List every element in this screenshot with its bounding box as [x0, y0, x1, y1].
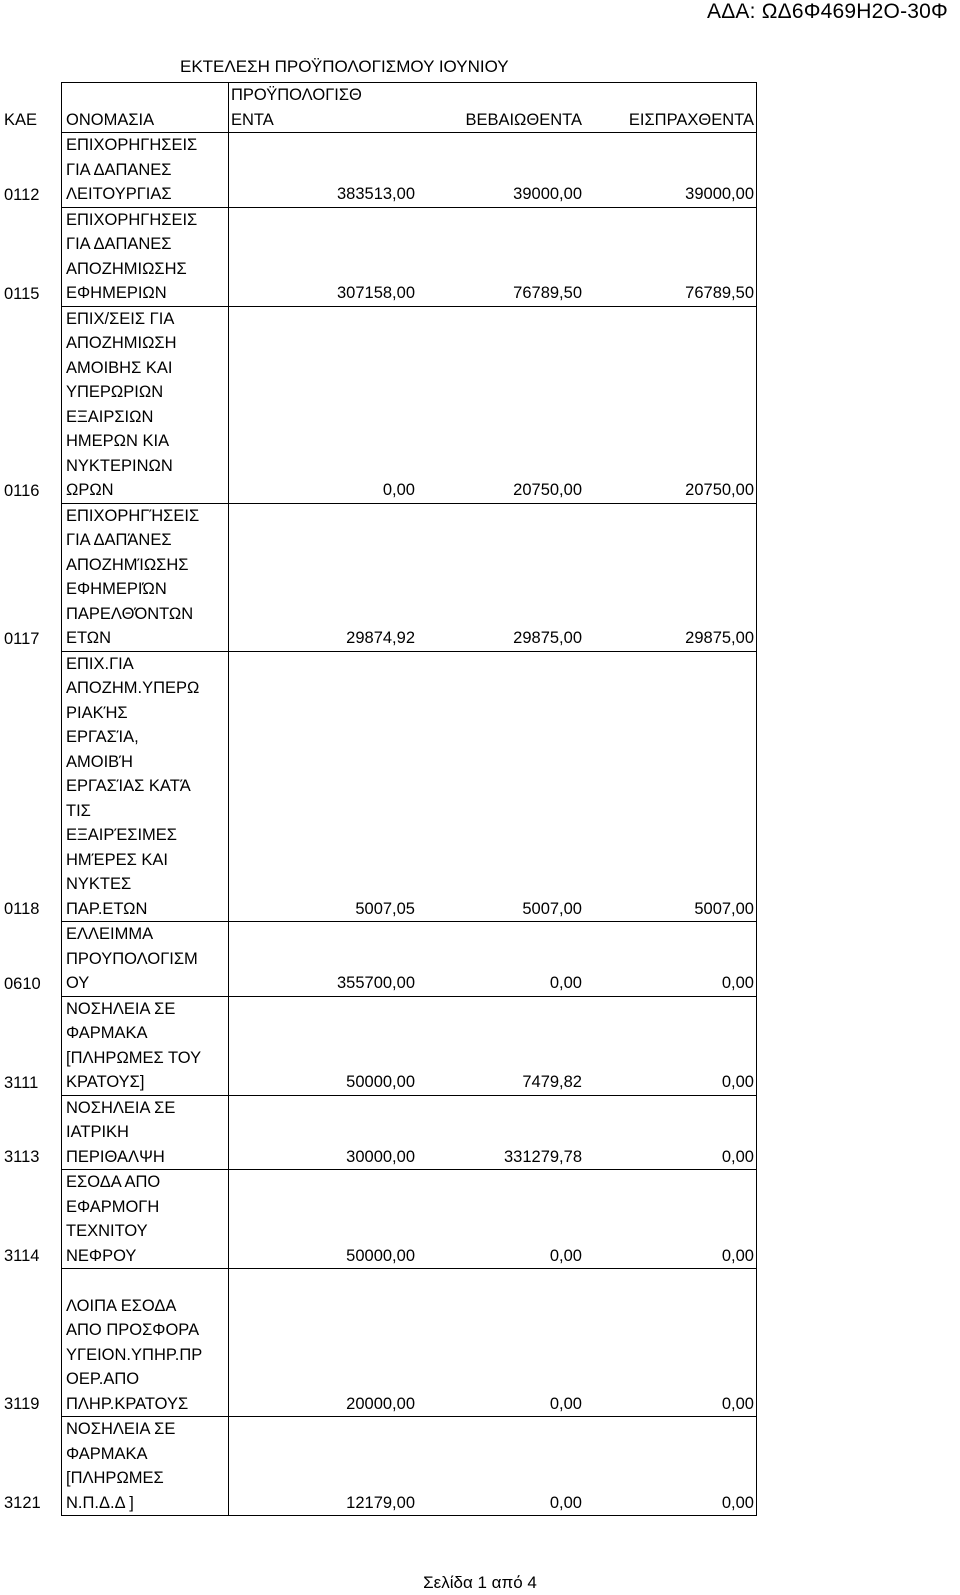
cell-budget: 5007,05: [229, 651, 418, 922]
cell-collected: 76789,50: [584, 207, 757, 306]
table-row: [0, 651, 757, 922]
cell-kae: 0116: [4, 481, 40, 500]
cell-budget: 355700,00: [229, 922, 418, 997]
cell-budget: 383513,00: [229, 133, 418, 208]
header-certified: ΒΕΒΑΙΩΘΕΝΤΑ: [417, 83, 584, 133]
cell-kae: 3119: [4, 1395, 40, 1413]
cell-collected: 0,00: [584, 1269, 757, 1417]
cell-name: ΕΠΙΧΟΡΗΓΗΣΕΙΣ ΓΙΑ ΔΑΠΑΝΕΣ ΑΠΟΖΗΜΙΩΣΗΣ ΕΦΗΜΕΡΙΩΝ: [62, 207, 229, 306]
cell-collected: 5007,00: [584, 651, 757, 922]
cell-collected: 0,00: [584, 1417, 757, 1516]
table-row: [0, 1095, 757, 1170]
cell-kae: 3113: [4, 1148, 40, 1166]
cell-budget: 307158,00: [229, 207, 418, 306]
cell-certified: 0,00: [417, 922, 584, 997]
table-row: [0, 133, 757, 208]
table-row: [0, 996, 757, 1095]
cell-kae: 0118: [4, 900, 40, 918]
cell-name: ΝΟΣΗΛΕΙΑ ΣΕ ΦΑΡΜΑΚΑ [ΠΛΗΡΩΜΕΣ ΤΟΥ ΚΡΑΤΟΥΣ]: [62, 996, 229, 1095]
cell-collected: 39000,00: [584, 133, 757, 208]
cell-budget: 30000,00: [229, 1095, 418, 1170]
cell-name: ΕΠΙΧ.ΓΙΑ ΑΠΟΖΗΜ.ΥΠΕΡΩ ΡΙΑΚΉΣ ΕΡΓΑΣΊΑ, ΑΜΟΙΒΉ ΕΡΓΑΣΊΑΣ ΚΑΤΆ ΤΙΣ ΕΞΑΙΡΈΣΙΜΕΣ ΗΜΈΡΕΣ ΚΑΙ ΝΥΚΤΕΣ ΠΑΡ.ΕΤΩΝ: [62, 651, 229, 922]
cell-certified: 0,00: [417, 1269, 584, 1417]
header-name: ΟΝΟΜΑΣΙΑ: [62, 83, 229, 133]
table-row: [0, 922, 757, 997]
cell-collected: 29875,00: [584, 503, 757, 651]
cell-certified: 331279,78: [417, 1095, 584, 1170]
document-title: ΕΚΤΕΛΕΣΗ ΠΡΟΫΠΟΛΟΓΙΣΜΟΥ ΙΟΥΝΙΟΥ: [180, 57, 509, 76]
cell-certified: 29875,00: [417, 503, 584, 651]
cell-name: ΝΟΣΗΛΕΙΑ ΣΕ ΦΑΡΜΑΚΑ [ΠΛΗΡΩΜΕΣ Ν.Π.Δ.Δ ]: [62, 1417, 229, 1516]
cell-certified: 76789,50: [417, 207, 584, 306]
cell-collected: 0,00: [584, 996, 757, 1095]
cell-kae: 0112: [4, 185, 40, 204]
cell-name: ΛΟΙΠΑ ΕΣΟΔΑ ΑΠΟ ΠΡΟΣΦΟΡΑ ΥΓΕΙΟΝ.ΥΠΗΡ.ΠΡ ΟΕΡ.ΑΠΟ ΠΛΗΡ.ΚΡΑΤΟΥΣ: [62, 1269, 229, 1417]
cell-certified: 20750,00: [417, 306, 584, 503]
cell-budget: 29874,92: [229, 503, 418, 651]
table-row: [0, 503, 757, 651]
header-budget: ΠΡΟΫΠΟΛΟΓΙΣΘ ΕΝΤΑ: [229, 83, 418, 133]
cell-collected: 0,00: [584, 922, 757, 997]
cell-kae: 3121: [4, 1494, 41, 1512]
page-number: Σελίδα 1 από 4: [423, 1573, 537, 1592]
cell-certified: 5007,00: [417, 651, 584, 922]
cell-budget: 50000,00: [229, 1170, 418, 1269]
cell-name: ΕΛΛΕΙΜΜΑ ΠΡΟΥΠΟΛΟΓΙΣΜ ΟΥ: [62, 922, 229, 997]
table-row: [0, 1269, 757, 1417]
table-row: [0, 1170, 757, 1269]
table-row: [0, 207, 757, 306]
cell-name: ΕΠΙΧΟΡΗΓΉΣΕΙΣ ΓΙΑ ΔΑΠΆΝΕΣ ΑΠΟΖΗΜΊΩΣΗΣ ΕΦΗΜΕΡΙΏΝ ΠΑΡΕΛΘΌΝΤΩΝ ΕΤΩΝ: [62, 503, 229, 651]
cell-budget: 0,00: [229, 306, 418, 503]
cell-kae: 3111: [4, 1073, 39, 1092]
cell-kae: 3114: [4, 1247, 40, 1265]
cell-kae: 0115: [4, 284, 40, 303]
cell-certified: 39000,00: [417, 133, 584, 208]
header-kae: ΚΑΕ: [4, 111, 38, 129]
cell-budget: 50000,00: [229, 996, 418, 1095]
cell-kae: 0117: [4, 629, 40, 648]
cell-collected: 0,00: [584, 1095, 757, 1170]
cell-name: ΝΟΣΗΛΕΙΑ ΣΕ ΙΑΤΡΙΚΗ ΠΕΡΙΘΑΛΨΗ: [62, 1095, 229, 1170]
cell-certified: 7479,82: [417, 996, 584, 1095]
table-row: [0, 1417, 757, 1516]
cell-name: ΕΠΙΧ/ΣΕΙΣ ΓΙΑ ΑΠΟΖΗΜΙΩΣΗ ΑΜΟΙΒΗΣ ΚΑΙ ΥΠΕΡΩΡΙΩΝ ΕΞΑΙΡΣΙΩΝ ΗΜΕΡΩΝ ΚΙΑ ΝΥΚΤΕΡΙΝΩΝ ΩΡΩΝ: [62, 306, 229, 503]
cell-name: ΕΠΙΧΟΡΗΓΗΣΕΙΣ ΓΙΑ ΔΑΠΑΝΕΣ ΛΕΙΤΟΥΡΓΙΑΣ: [62, 133, 229, 208]
cell-budget: 12179,00: [229, 1417, 418, 1516]
cell-certified: 0,00: [417, 1417, 584, 1516]
cell-name: ΕΣΟΔΑ ΑΠΟ ΕΦΑΡΜΟΓΗ ΤΕΧΝΙΤΟΥ ΝΕΦΡΟΥ: [62, 1170, 229, 1269]
table-row: [0, 306, 757, 503]
table-header-row: [0, 83, 757, 133]
budget-execution-table: [0, 82, 757, 1516]
cell-kae: 0610: [4, 974, 41, 993]
cell-collected: 0,00: [584, 1170, 757, 1269]
cell-collected: 20750,00: [584, 306, 757, 503]
page-footer: [0, 1573, 960, 1593]
header-collected: ΕΙΣΠΡΑΧΘΕΝΤΑ: [584, 83, 757, 133]
cell-certified: 0,00: [417, 1170, 584, 1269]
cell-budget: 20000,00: [229, 1269, 418, 1417]
ada-code: ΑΔΑ: ΩΔ6Φ469Η2Ο-30Φ: [707, 0, 948, 23]
